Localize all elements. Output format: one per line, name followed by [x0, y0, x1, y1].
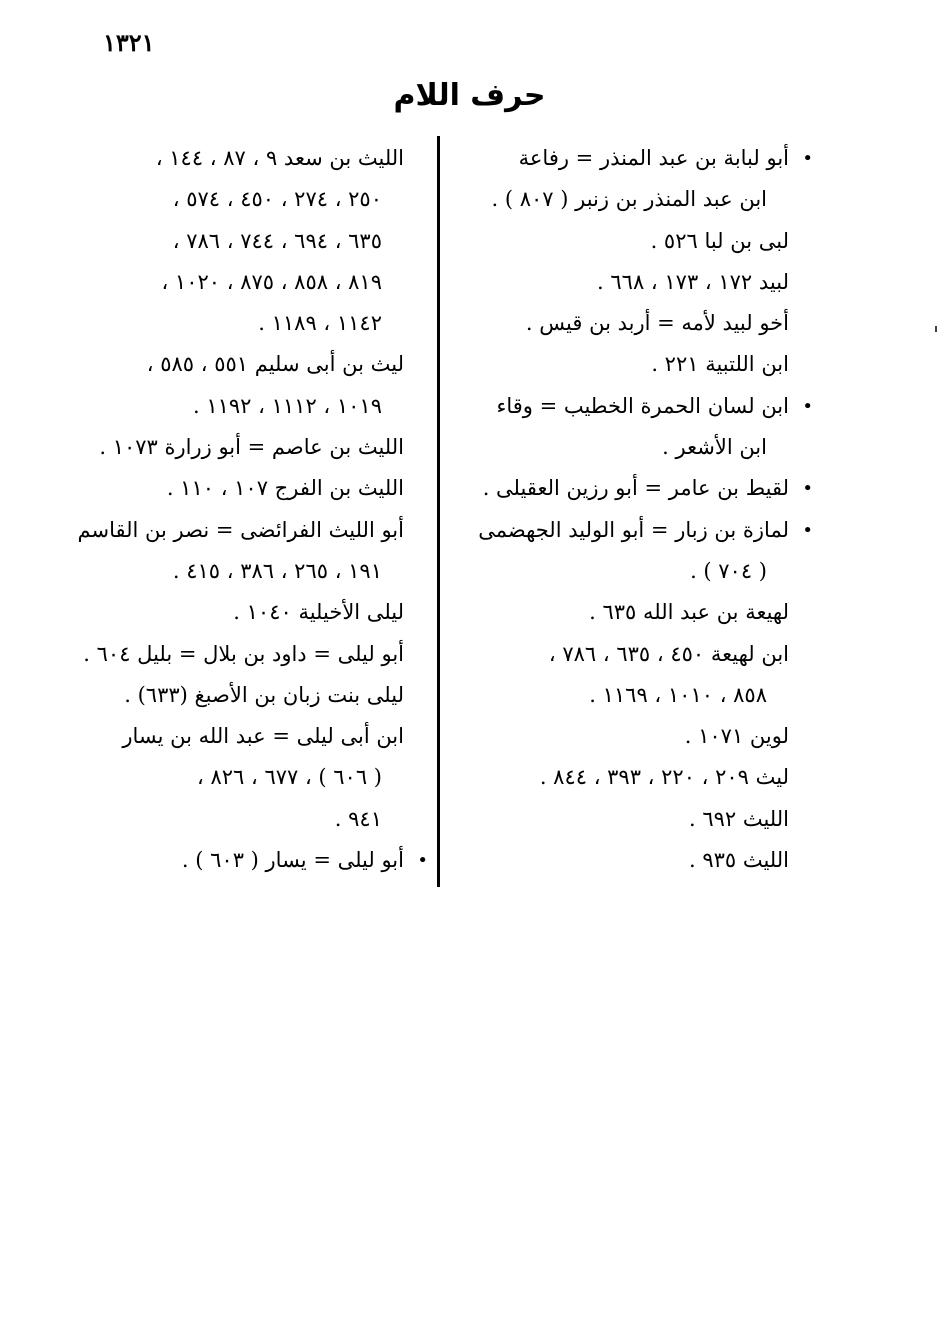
index-entry — [74, 468, 404, 509]
index-entry-line: ٩٤١ . — [334, 806, 382, 831]
index-column-left — [74, 138, 404, 881]
index-entry-line: ١١٤٢ ، ١١٨٩ . — [258, 311, 382, 336]
index-entry-line: • ابن لسان الحمرة الخطيب = وقاء — [496, 393, 789, 418]
index-entry — [74, 716, 404, 840]
index-entry — [74, 675, 404, 716]
index-entry-line: أبو الليث الفرائضى = نصر بن القاسم — [77, 517, 404, 542]
margin-mark — [935, 326, 937, 332]
index-entry — [444, 386, 789, 469]
index-entry-line: ابن الأشعر . — [662, 435, 767, 460]
index-entry-line: ١٠١٩ ، ١١١٢ ، ١١٩٢ . — [192, 393, 382, 418]
index-entry — [444, 716, 789, 757]
index-entry-line: ابن عبد المنذر بن زنبر ( ٨٠٧ ) . — [491, 187, 767, 212]
index-entry — [444, 344, 789, 385]
index-entry-line: ( ٦٠٦ ) ، ٦٧٧ ، ٨٢٦ ، — [197, 765, 382, 790]
index-entry — [74, 840, 404, 881]
index-entry-line: ليلى الأخيلية ١٠٤٠ . — [233, 600, 404, 625]
index-entry — [444, 634, 789, 717]
index-entry-line: الليث بن عاصم = أبو زرارة ١٠٧٣ . — [99, 435, 404, 460]
index-entry — [444, 840, 789, 881]
column-divider — [437, 136, 440, 887]
index-entry-line: لبى بن لبا ٥٢٦ . — [650, 228, 789, 253]
index-entry-line: ٦٣٥ ، ٦٩٤ ، ٧٤٤ ، ٧٨٦ ، — [172, 228, 382, 253]
index-entry — [74, 138, 404, 344]
index-entry-line: الليث بن سعد ٩ ، ٨٧ ، ١٤٤ ، — [155, 146, 404, 170]
index-entry-line: ٨١٩ ، ٨٥٨ ، ٨٧٥ ، ١٠٢٠ ، — [161, 269, 382, 294]
index-entry — [74, 592, 404, 633]
index-entry — [444, 592, 789, 633]
index-entry — [74, 427, 404, 468]
index-entry-line: ١٩١ ، ٢٦٥ ، ٣٨٦ ، ٤١٥ . — [172, 558, 382, 583]
index-entry-line: • أبو ليلى = يسار ( ٦٠٣ ) . — [181, 848, 404, 873]
index-entry — [74, 634, 404, 675]
index-entry-line: ابن اللتبية ٢٢١ . — [651, 352, 789, 377]
index-entry-line: ليلى بنت زبان بن الأصبغ (٦٣٣) . — [124, 682, 404, 707]
index-entry-line: الليث ٩٣٥ . — [688, 848, 789, 873]
index-entry-line: • لقيط بن عامر = أبو رزين العقيلى . — [482, 476, 789, 501]
index-entry — [74, 510, 404, 593]
index-entry-line: ٨٥٨ ، ١٠١٠ ، ١١٦٩ . — [589, 682, 767, 707]
index-entry — [444, 799, 789, 840]
index-entry — [444, 303, 789, 344]
index-entry — [444, 510, 789, 593]
index-entry-line: أخو لبيد لأمه = أربد بن قيس . — [525, 311, 789, 336]
index-entry — [444, 757, 789, 798]
index-entry-line: الليث ٦٩٢ . — [688, 806, 789, 831]
index-entry-line: ابن أبى ليلى = عبد الله بن يسار — [122, 724, 404, 749]
index-entry-line: ليث بن أبى سليم ٥٥١ ، ٥٨٥ ، — [146, 352, 404, 377]
index-entry-line: أبو ليلى = داود بن بلال = بليل ٦٠٤ . — [83, 641, 404, 666]
index-entry — [444, 468, 789, 509]
section-title: حرف اللام — [393, 78, 546, 113]
index-entry-line: ( ٧٠٤ ) . — [690, 558, 767, 583]
index-entry-line: لهيعة بن عبد الله ٦٣٥ . — [589, 600, 789, 625]
index-entry-line: ليث ٢٠٩ ، ٢٢٠ ، ٣٩٣ ، ٨٤٤ . — [539, 765, 789, 790]
index-entry-line: • لمازة بن زبار = أبو الوليد الجهضمى — [478, 517, 789, 542]
page-number: ١٣٢١ — [103, 28, 155, 57]
index-entry-line: لبيد ١٧٢ ، ١٧٣ ، ٦٦٨ . — [597, 269, 789, 294]
index-entry-line: ٢٥٠ ، ٢٧٤ ، ٤٥٠ ، ٥٧٤ ، — [172, 187, 382, 212]
index-entry-line: ابن لهيعة ٤٥٠ ، ٦٣٥ ، ٧٨٦ ، — [548, 641, 789, 666]
index-entry — [444, 262, 789, 303]
index-entry-line: لوين ١٠٧١ . — [684, 724, 789, 749]
index-entry — [444, 138, 789, 221]
index-entry-line: • أبو لبابة بن عبد المنذر = رفاعة — [518, 146, 789, 170]
index-entry — [74, 344, 404, 427]
index-column-right — [444, 138, 789, 881]
index-entry — [444, 221, 789, 262]
index-entry-line: الليث بن الفرج ١٠٧ ، ١١٠ . — [166, 476, 404, 501]
